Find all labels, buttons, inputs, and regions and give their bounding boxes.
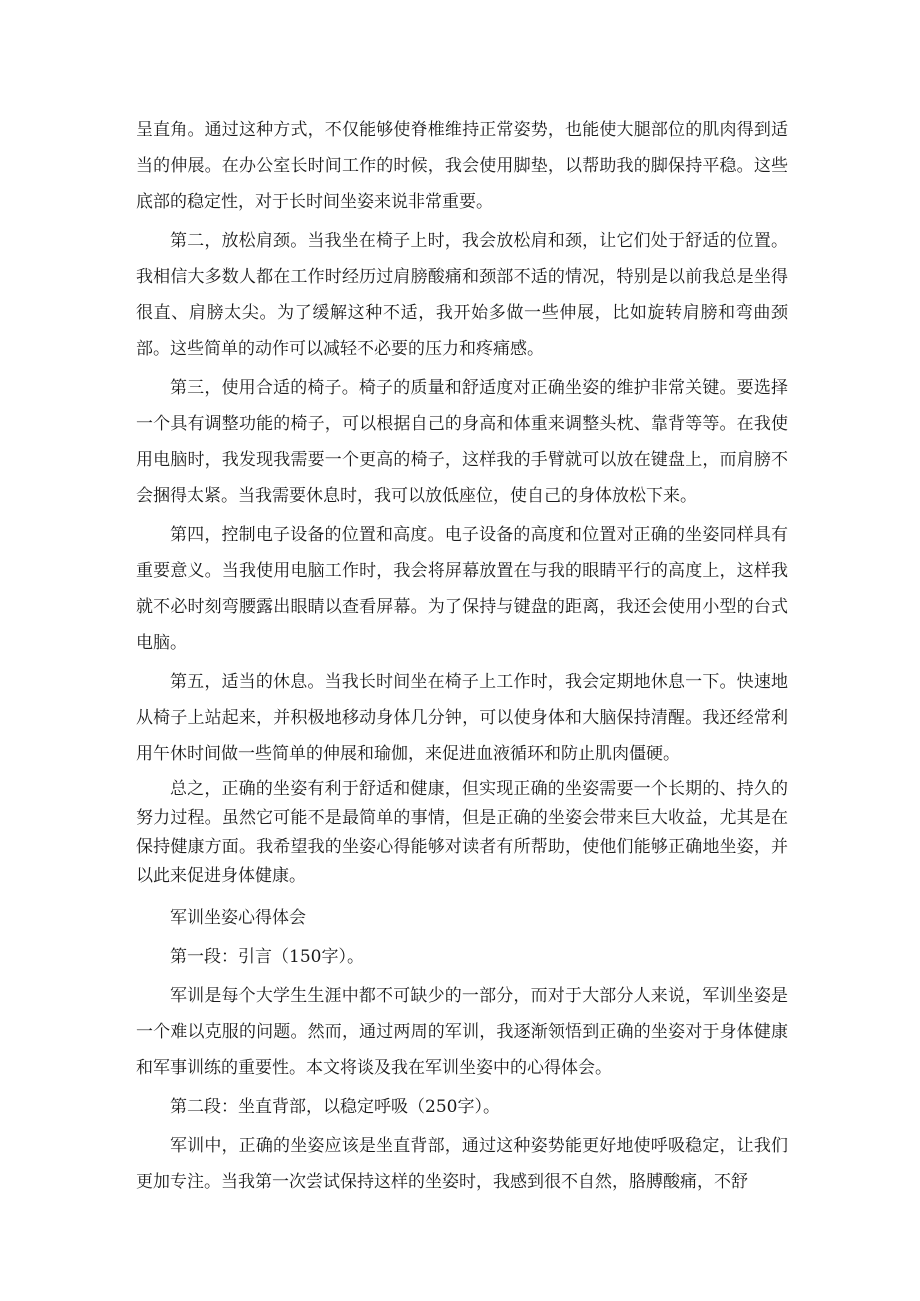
paragraph-conclusion: 总之，正确的坐姿有利于舒适和健康，但实现正确的坐姿需要一个长期的、持久的努力过程。虽然它可能不是最简单的事情，但是正确的坐姿会带来巨大收益，尤其是在保持健康方面。我希望我的坐姿心得能够对读者有所帮助，使他们能够正确地坐姿，并以此来促进身体健康。 xyxy=(136,779,788,886)
document-body xyxy=(136,112,788,1203)
heading-first-section: 第一段：引言（150字）。 xyxy=(170,947,364,967)
paragraph-suitable-chair: 第三，使用合适的椅子。椅子的质量和舒适度对正确坐姿的维护非常关键。要选择一个具有调整功能的椅子，可以根据自己的身高和体重来调整头枕、靠背等等。在我使用电脑时，我发现我需要一个更高的椅子，这样我的手臂就可以放在键盘上，而肩膀不会捆得太紧。当我需要休息时，我可以放低座位，使自己的身体放松下来。 xyxy=(136,378,788,506)
paragraph-device-position: 第四，控制电子设备的位置和高度。电子设备的高度和位置对正确的坐姿同样具有重要意义。当我使用电脑工作时，我会将屏幕放置在与我的眼睛平行的高度上，这样我就不必时刻弯腰露出眼睛以查看屏幕。为了保持与键盘的距离，我还会使用小型的台式电脑。 xyxy=(136,525,788,653)
paragraph-continuation: 呈直角。通过这种方式，不仅能够使脊椎维持正常姿势，也能使大腿部位的肌肉得到适当的伸展。在办公室长时间工作的时候，我会使用脚垫，以帮助我的脚保持平稳。这些底部的稳定性，对于长时间坐姿来说非常重要。 xyxy=(136,120,788,212)
section-title: 军训坐姿心得体会 xyxy=(170,908,306,928)
paragraph-introduction: 军训是每个大学生生涯中都不可缺少的一部分，而对于大部分人来说，军训坐姿是一个难以克服的问题。然而，通过两周的军训，我逐渐领悟到正确的坐姿对于身体健康和军事训练的重要性。本文将谈及我在军训坐姿中的心得体会。 xyxy=(136,986,788,1078)
paragraph-proper-rest: 第五，适当的休息。当我长时间坐在椅子上工作时，我会定期地休息一下。快速地从椅子上站起来，并积极地移动身体几分钟，可以使身体和大脑保持清醒。我还经常利用午休时间做一些简单的伸展和瑜伽，来促进血液循环和防止肌肉僵硬。 xyxy=(136,672,788,764)
paragraph-sit-straight: 军训中，正确的坐姿应该是坐直背部，通过这种姿势能更好地使呼吸稳定，让我们更加专注。当我第一次尝试保持这样的坐姿时，我感到很不自然，胳膊酸痛，不舒 xyxy=(136,1136,788,1192)
paragraph-relax-shoulders-neck: 第二，放松肩颈。当我坐在椅子上时，我会放松肩和颈，让它们处于舒适的位置。我相信大多数人都在工作时经历过肩膀酸痛和颈部不适的情况，特别是以前我总是坐得很直、肩膀太尖。为了缓解这种不适，我开始多做一些伸展，比如旋转肩膀和弯曲颈部。这些简单的动作可以减轻不必要的压力和疼痛感。 xyxy=(136,231,788,359)
heading-second-section: 第二段：坐直背部，以稳定呼吸（250字）。 xyxy=(170,1097,500,1117)
